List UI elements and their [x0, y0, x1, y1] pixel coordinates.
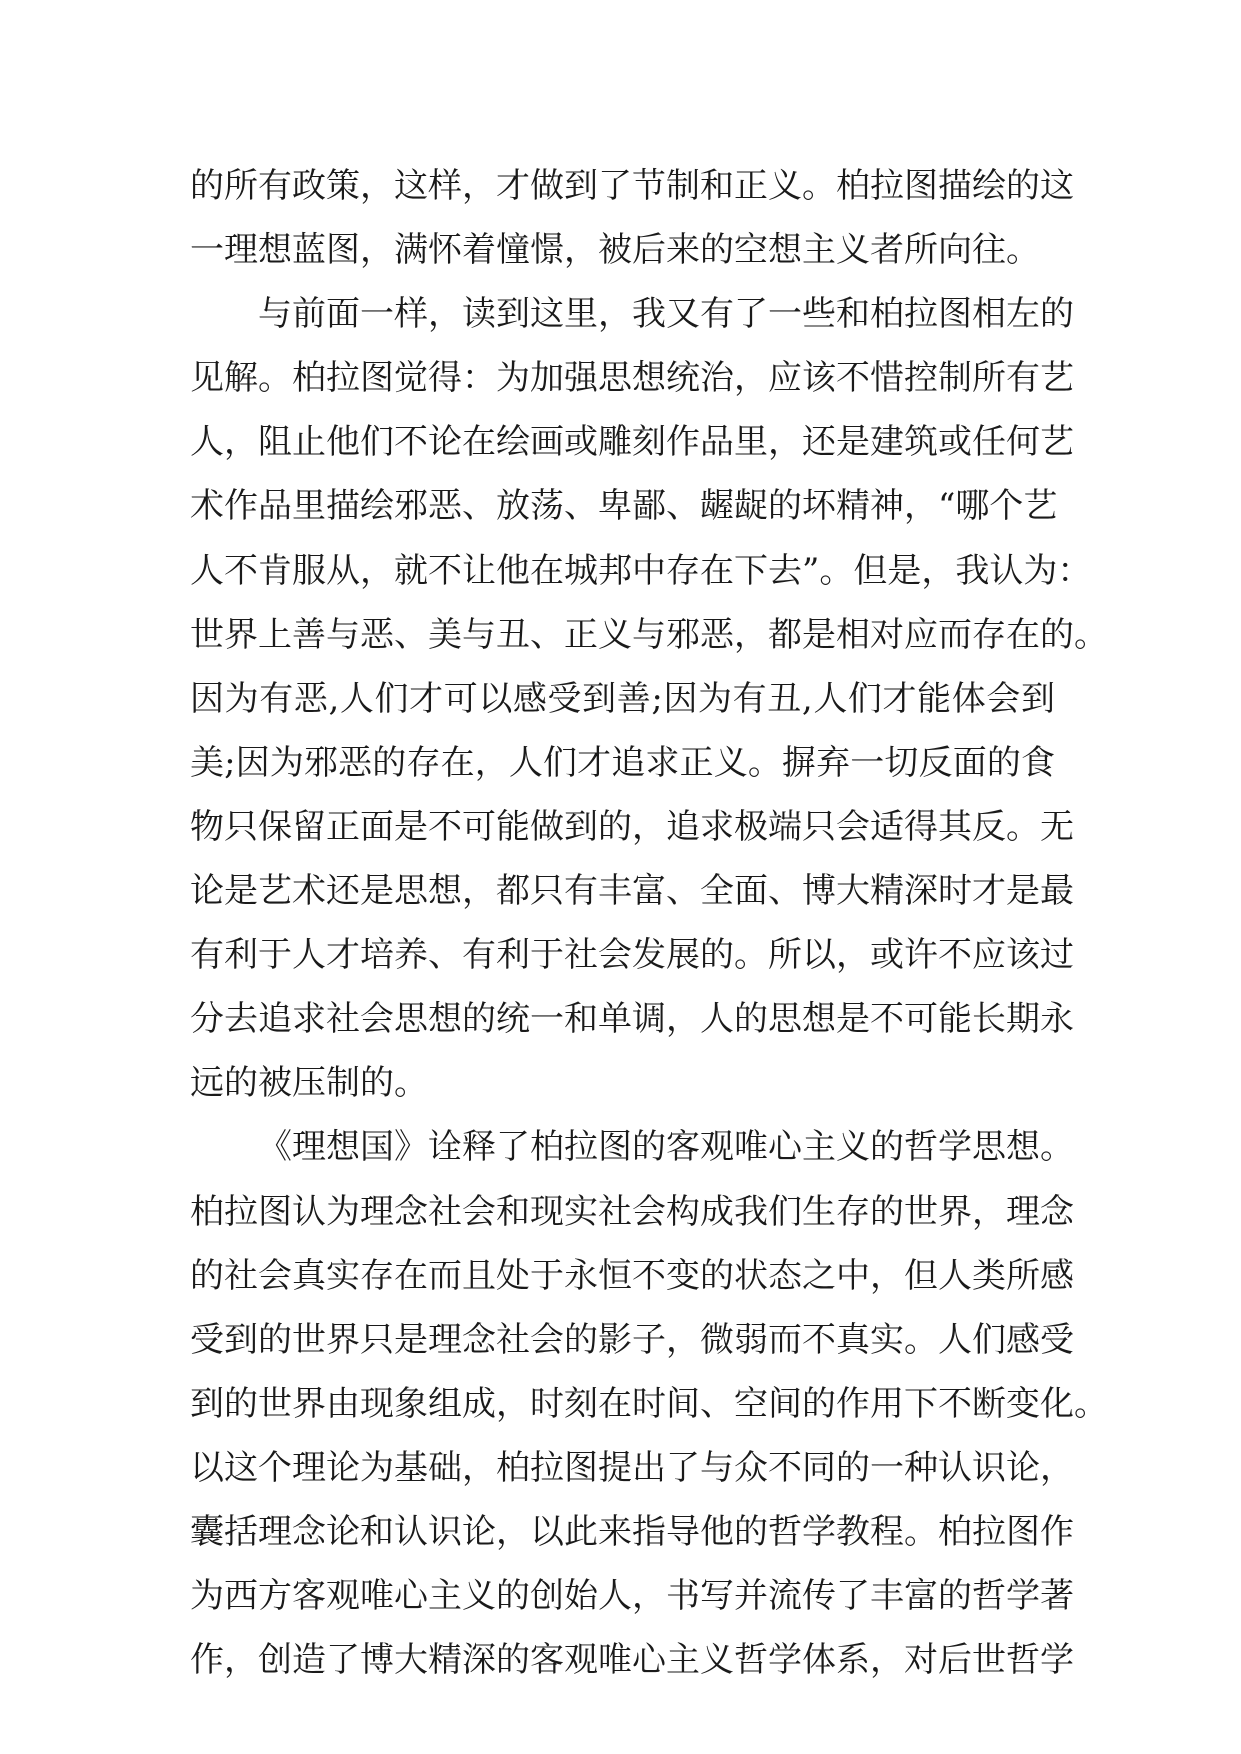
text-line: 人，阻止他们不论在绘画或雕刻作品里，还是建筑或任何艺: [190, 422, 1074, 463]
text-line: 囊括理念论和认识论，以此来指导他的哲学教程。柏拉图作: [190, 1511, 1074, 1552]
text-line: 论是艺术还是思想，都只有丰富、全面、博大精深时才是最: [190, 871, 1074, 912]
text-line: 术作品里描绘邪恶、放荡、卑鄙、龌龊的坏精神，“哪个艺: [190, 486, 1058, 527]
body-text: [190, 154, 1108, 1692]
text-line: 到的世界由现象组成，时刻在时间、空间的作用下不断变化。: [190, 1383, 1108, 1424]
text-line: 以这个理论为基础，柏拉图提出了与众不同的一种认识论，: [190, 1447, 1074, 1488]
text-line: 因为有恶,人们才可以感受到善;因为有丑,人们才能体会到: [190, 678, 1055, 719]
text-line: 为西方客观唯心主义的创始人，书写并流传了丰富的哲学著: [190, 1576, 1074, 1617]
text-line: 一理想蓝图，满怀着憧憬，被后来的空想主义者所向往。: [190, 230, 1040, 271]
text-line: 的所有政策，这样，才做到了节制和正义。柏拉图描绘的这: [190, 166, 1074, 206]
text-line: 远的被压制的。: [190, 1063, 428, 1104]
text-line: 《理想国》诠释了柏拉图的客观唯心主义的哲学思想。: [258, 1127, 1074, 1168]
text-line: 美;因为邪恶的存在，人们才追求正义。摒弃一切反面的食: [190, 742, 1055, 783]
text-line: 作，创造了博大精深的客观唯心主义哲学体系，对后世哲学: [190, 1640, 1074, 1681]
text-line: 与前面一样，读到这里，我又有了一些和柏拉图相左的: [258, 294, 1074, 335]
text-line: 的社会真实存在而且处于永恒不变的状态之中，但人类所感: [190, 1255, 1074, 1296]
text-line: 人不肯服从，就不让他在城邦中存在下去”。但是，我认为：: [190, 550, 1092, 591]
text-line: 分去追求社会思想的统一和单调，人的思想是不可能长期永: [190, 999, 1074, 1040]
text-line: 柏拉图认为理念社会和现实社会构成我们生存的世界，理念: [190, 1191, 1074, 1232]
text-line: 物只保留正面是不可能做到的，追求极端只会适得其反。无: [190, 806, 1074, 847]
text-line: 受到的世界只是理念社会的影子，微弱而不真实。人们感受: [190, 1319, 1074, 1360]
text-line: 世界上善与恶、美与丑、正义与邪恶，都是相对应而存在的。: [190, 614, 1108, 655]
text-line: 见解。柏拉图觉得：为加强思想统治，应该不惜控制所有艺: [190, 358, 1074, 399]
text-line: 有利于人才培养、有利于社会发展的。所以，或许不应该过: [190, 935, 1074, 976]
